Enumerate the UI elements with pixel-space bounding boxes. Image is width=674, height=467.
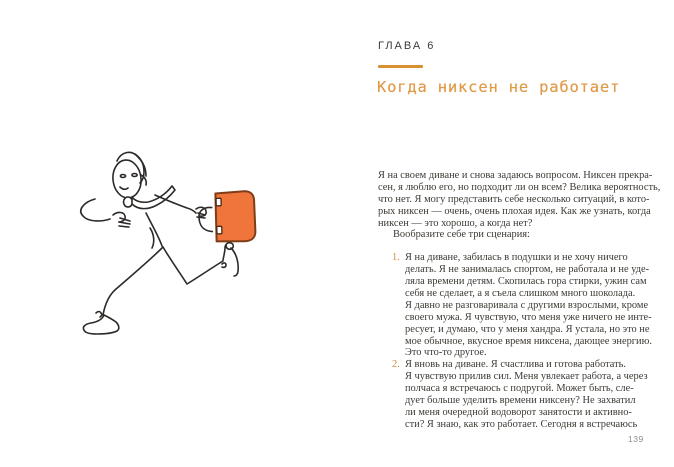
list-item <box>378 359 658 430</box>
text-line: Я на диване, забилась в подушки и не хочу ничего <box>405 252 628 264</box>
page-body-text <box>378 170 661 431</box>
text-line: Я вновь на диване. Я счастлива и готова работать. <box>405 359 627 371</box>
text-line: никсен — это хорошо, а когда нет? <box>378 217 533 229</box>
front-leg <box>83 247 163 334</box>
chapter-title: Когда никсен не работает <box>377 78 621 96</box>
head-outline <box>111 159 143 200</box>
intro-paragraph <box>378 170 661 241</box>
scenario-list <box>378 252 658 430</box>
list-item <box>378 252 658 359</box>
briefcase-clasp-bottom <box>217 226 222 234</box>
briefcase <box>198 191 255 242</box>
text-line: ляла времени детям. Скопилась гора стирки, ужин сам <box>405 276 647 288</box>
briefcase-clasp-top <box>216 198 221 206</box>
back-shoe-heel <box>231 248 238 276</box>
chapter-rule-divider <box>378 65 423 68</box>
front-shoe <box>83 315 118 334</box>
forward-arm <box>81 199 130 227</box>
text-line: ресует, и думаю, что у меня хандра. Я устала, но это не <box>405 323 650 335</box>
running-woman-illustration <box>38 145 268 350</box>
text-line: Вообразите себе три сценария: <box>393 229 530 241</box>
list-item-number: 1. <box>392 252 400 264</box>
back-leg <box>163 243 238 284</box>
list-item-number: 2. <box>392 359 400 371</box>
hand-scribble <box>113 212 125 222</box>
text-line: полчаса я встречаюсь с подругой. Может быть, сле- <box>405 383 634 395</box>
text-line: мое обычное, вкусное время никсена, дающее энергию. <box>405 335 652 347</box>
text-line: Я давно не разговаривала с другими взрослыми, кроме <box>405 299 649 311</box>
torso-lines <box>146 213 162 248</box>
text-line: сти? Я знаю, как это работает. Сегодня я встречаюсь <box>405 418 638 430</box>
text-line: своего мужа. Я чувствую, что меня уже ничего не инте- <box>405 311 652 323</box>
text-line: делать. Я не занималась спортом, не работала и не уде- <box>405 264 650 276</box>
chapter-label: ГЛАВА 6 <box>378 40 436 52</box>
text-line: что нет. Я могу представить себе несколько ситуаций, в кото- <box>378 193 650 205</box>
text-line: сен, я люблю его, но подходит ли он всем? Велика вероятность, <box>378 181 661 193</box>
text-line: рых никсен — очень, очень плохая идея. Как же узнать, когда <box>378 205 651 217</box>
text-line: себя не сделает, а я съела слишком много шоколада. <box>405 288 636 300</box>
text-line: Я на своем диване и снова задаюсь вопросом. Никсен прекра- <box>378 170 653 181</box>
text-line: Я чувствую прилив сил. Меня увлекает работа, а через <box>405 371 648 383</box>
back-foot-curl <box>223 243 233 260</box>
text-line: Это что-то другое. <box>405 347 487 359</box>
page-number: 139 <box>628 434 644 444</box>
text-line: ли меня очередной водоворот занятости и активно- <box>405 406 632 418</box>
text-line: дует больше уделить времени никсену? Не захватил <box>405 395 636 407</box>
